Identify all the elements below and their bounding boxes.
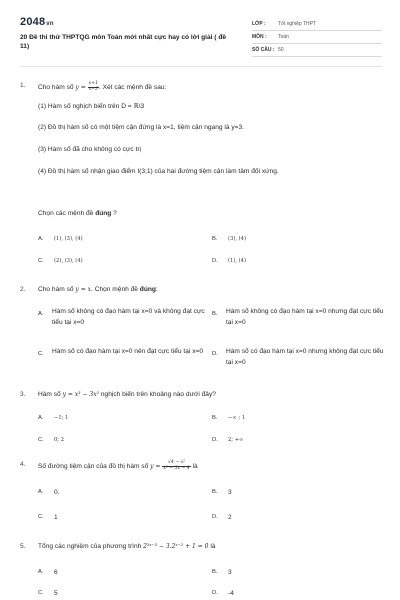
question-3 — [20, 391, 382, 451]
option-letter: C. — [38, 590, 44, 596]
brand-logo — [20, 16, 54, 28]
meta-row-class — [252, 18, 382, 31]
option-letter: D. — [212, 514, 218, 520]
question-text — [38, 461, 378, 471]
document-header — [20, 16, 382, 60]
question-4 — [20, 461, 382, 531]
option-letter: D. — [212, 590, 218, 596]
option-text: Hàm số có đạo hàm tại x=0 nhưng không đạt cực tiểu tại x=0 — [226, 348, 384, 366]
option-text: -4 — [228, 590, 234, 597]
fraction-numerator: √4 − x² — [162, 461, 190, 467]
meta-value: 50 — [278, 47, 284, 53]
formula-fraction — [88, 82, 99, 92]
option-letter: C. — [38, 437, 44, 443]
option-text: Hàm số không có đạo hàm tại x=0 nhưng đạt cực tiểu tại x=0 — [226, 308, 384, 326]
meta-value: Tốt nghiệp THPT — [278, 21, 316, 27]
question-text-end: : — [155, 286, 158, 293]
statement-1: (1) Hàm số nghịch biến trên D = ℝ\3 — [38, 103, 145, 110]
header-divider — [20, 66, 382, 67]
prompt-bold: đúng — [95, 210, 112, 217]
question-number: 4. — [20, 461, 26, 468]
question-text-post: . Chọn mệnh đề — [91, 286, 140, 293]
question-text-post: là — [192, 462, 198, 470]
statement-4: (4) Đồ thị hàm số nhận giao điểm I(3;1) của hai đường tiệm cận làm tâm đối xứng. — [38, 168, 279, 175]
question-number: 2. — [20, 286, 26, 293]
meta-key: SỐ CÂU : — [252, 47, 275, 53]
option-text: (3), (4) — [228, 236, 246, 242]
option-letter: D. — [212, 258, 218, 264]
question-5 — [20, 543, 382, 600]
question-text-pre: Cho hàm số — [38, 83, 74, 91]
question-text — [38, 391, 378, 398]
option-text: Hàm số không có đạo hàm tại x=0 và không đạt cực tiểu tại x=0 — [52, 308, 205, 326]
meta-row-count — [252, 44, 382, 57]
question-prompt — [38, 210, 117, 217]
formula: y = x — [75, 286, 92, 293]
formula: 2²ˣ⁻³ − 3.2ˣ⁻² + 1 = 0 — [143, 543, 209, 550]
question-text-post: nghịch biến trên khoảng nào dưới đây? — [100, 391, 216, 398]
fraction-numerator: x+1 — [88, 81, 98, 86]
option-letter: B. — [212, 311, 218, 317]
option-letter: A. — [38, 489, 44, 495]
option-text: 0. — [54, 489, 60, 496]
option-letter: B. — [212, 489, 218, 495]
option-letter: B. — [212, 415, 218, 421]
option-text: 2 — [228, 514, 232, 521]
document-title: 20 Đề thi thử THPTQG môn Toán mới nhất cực hay có lời giải ( đề 11) — [20, 34, 227, 50]
brand-name: 2048 — [20, 16, 46, 28]
option-letter: C. — [38, 258, 44, 264]
option-letter: D. — [212, 437, 218, 443]
option-text: −1; 1 — [54, 415, 69, 421]
question-text-bold: đúng — [139, 286, 156, 293]
option-text: (2), (3), (4) — [54, 258, 83, 264]
meta-info — [252, 18, 382, 57]
question-text-pre: Cho hàm số — [38, 286, 74, 293]
formula-lhs: y = — [75, 83, 86, 91]
option-letter: D. — [212, 351, 218, 357]
question-text — [38, 82, 378, 92]
question-text-pre: Hàm số — [38, 391, 61, 398]
fraction-denominator: x² − 3x − 4 — [163, 465, 190, 471]
question-number: 3. — [20, 391, 26, 398]
prompt-post: ? — [111, 210, 117, 217]
meta-key: LỚP : — [252, 21, 266, 27]
formula-fraction — [162, 461, 190, 471]
question-2 — [20, 286, 382, 376]
option-letter: A. — [38, 415, 44, 421]
question-text — [38, 286, 378, 293]
option-letter: A. — [38, 569, 44, 575]
fraction-denominator: x−3 — [88, 86, 98, 92]
option-letter: C. — [38, 514, 44, 520]
question-1 — [20, 82, 382, 272]
option-letter: C. — [38, 351, 44, 357]
option-text: 3 — [228, 569, 232, 576]
meta-value: Toán — [278, 34, 289, 40]
option-letter: A. — [38, 311, 44, 317]
statement-3: (3) Hàm số đã cho không có cực trị — [38, 146, 141, 153]
question-number: 1. — [20, 82, 26, 89]
option-text: 5 — [54, 590, 58, 597]
question-text-pre: Tổng các nghiệm của phương trình — [38, 543, 142, 550]
option-letter: A. — [38, 236, 44, 242]
option-letter: B. — [212, 236, 218, 242]
option-letter: B. — [212, 569, 218, 575]
meta-key: MÔN : — [252, 34, 267, 40]
statement-2: (2) Đồ thị hàm số có một tiệm cận đứng là x=1, tiệm cận ngang là y=3. — [38, 124, 244, 131]
option-text: 6 — [54, 569, 58, 576]
prompt-pre: Chọn các mệnh đề — [38, 210, 96, 217]
meta-row-subject — [252, 31, 382, 44]
formula-lhs: y = — [150, 462, 161, 470]
option-text: 3 — [228, 489, 232, 496]
question-number: 5. — [20, 543, 26, 550]
option-text: (1), (3), (4) — [54, 236, 83, 242]
formula: y = x³ − 3x² — [62, 391, 100, 398]
question-text-post: là — [210, 543, 216, 550]
option-text: 0; 2 — [54, 437, 64, 443]
option-text: (1), (4) — [228, 258, 246, 264]
brand-suffix: vn — [46, 21, 54, 27]
option-text: −∞ ; 1 — [228, 415, 246, 421]
option-text: 2; +∞ — [228, 437, 244, 443]
question-text-post: . Xét các mệnh đề sau: — [98, 83, 167, 91]
option-text: 1 — [54, 514, 58, 521]
question-text — [38, 543, 378, 550]
question-text-pre: Số đường tiệm cận của đồ thị hàm số — [38, 462, 149, 470]
option-text: Hàm số có đạo hàm tại x=0 nên đạt cực tiểu tại x=0 — [52, 348, 204, 355]
